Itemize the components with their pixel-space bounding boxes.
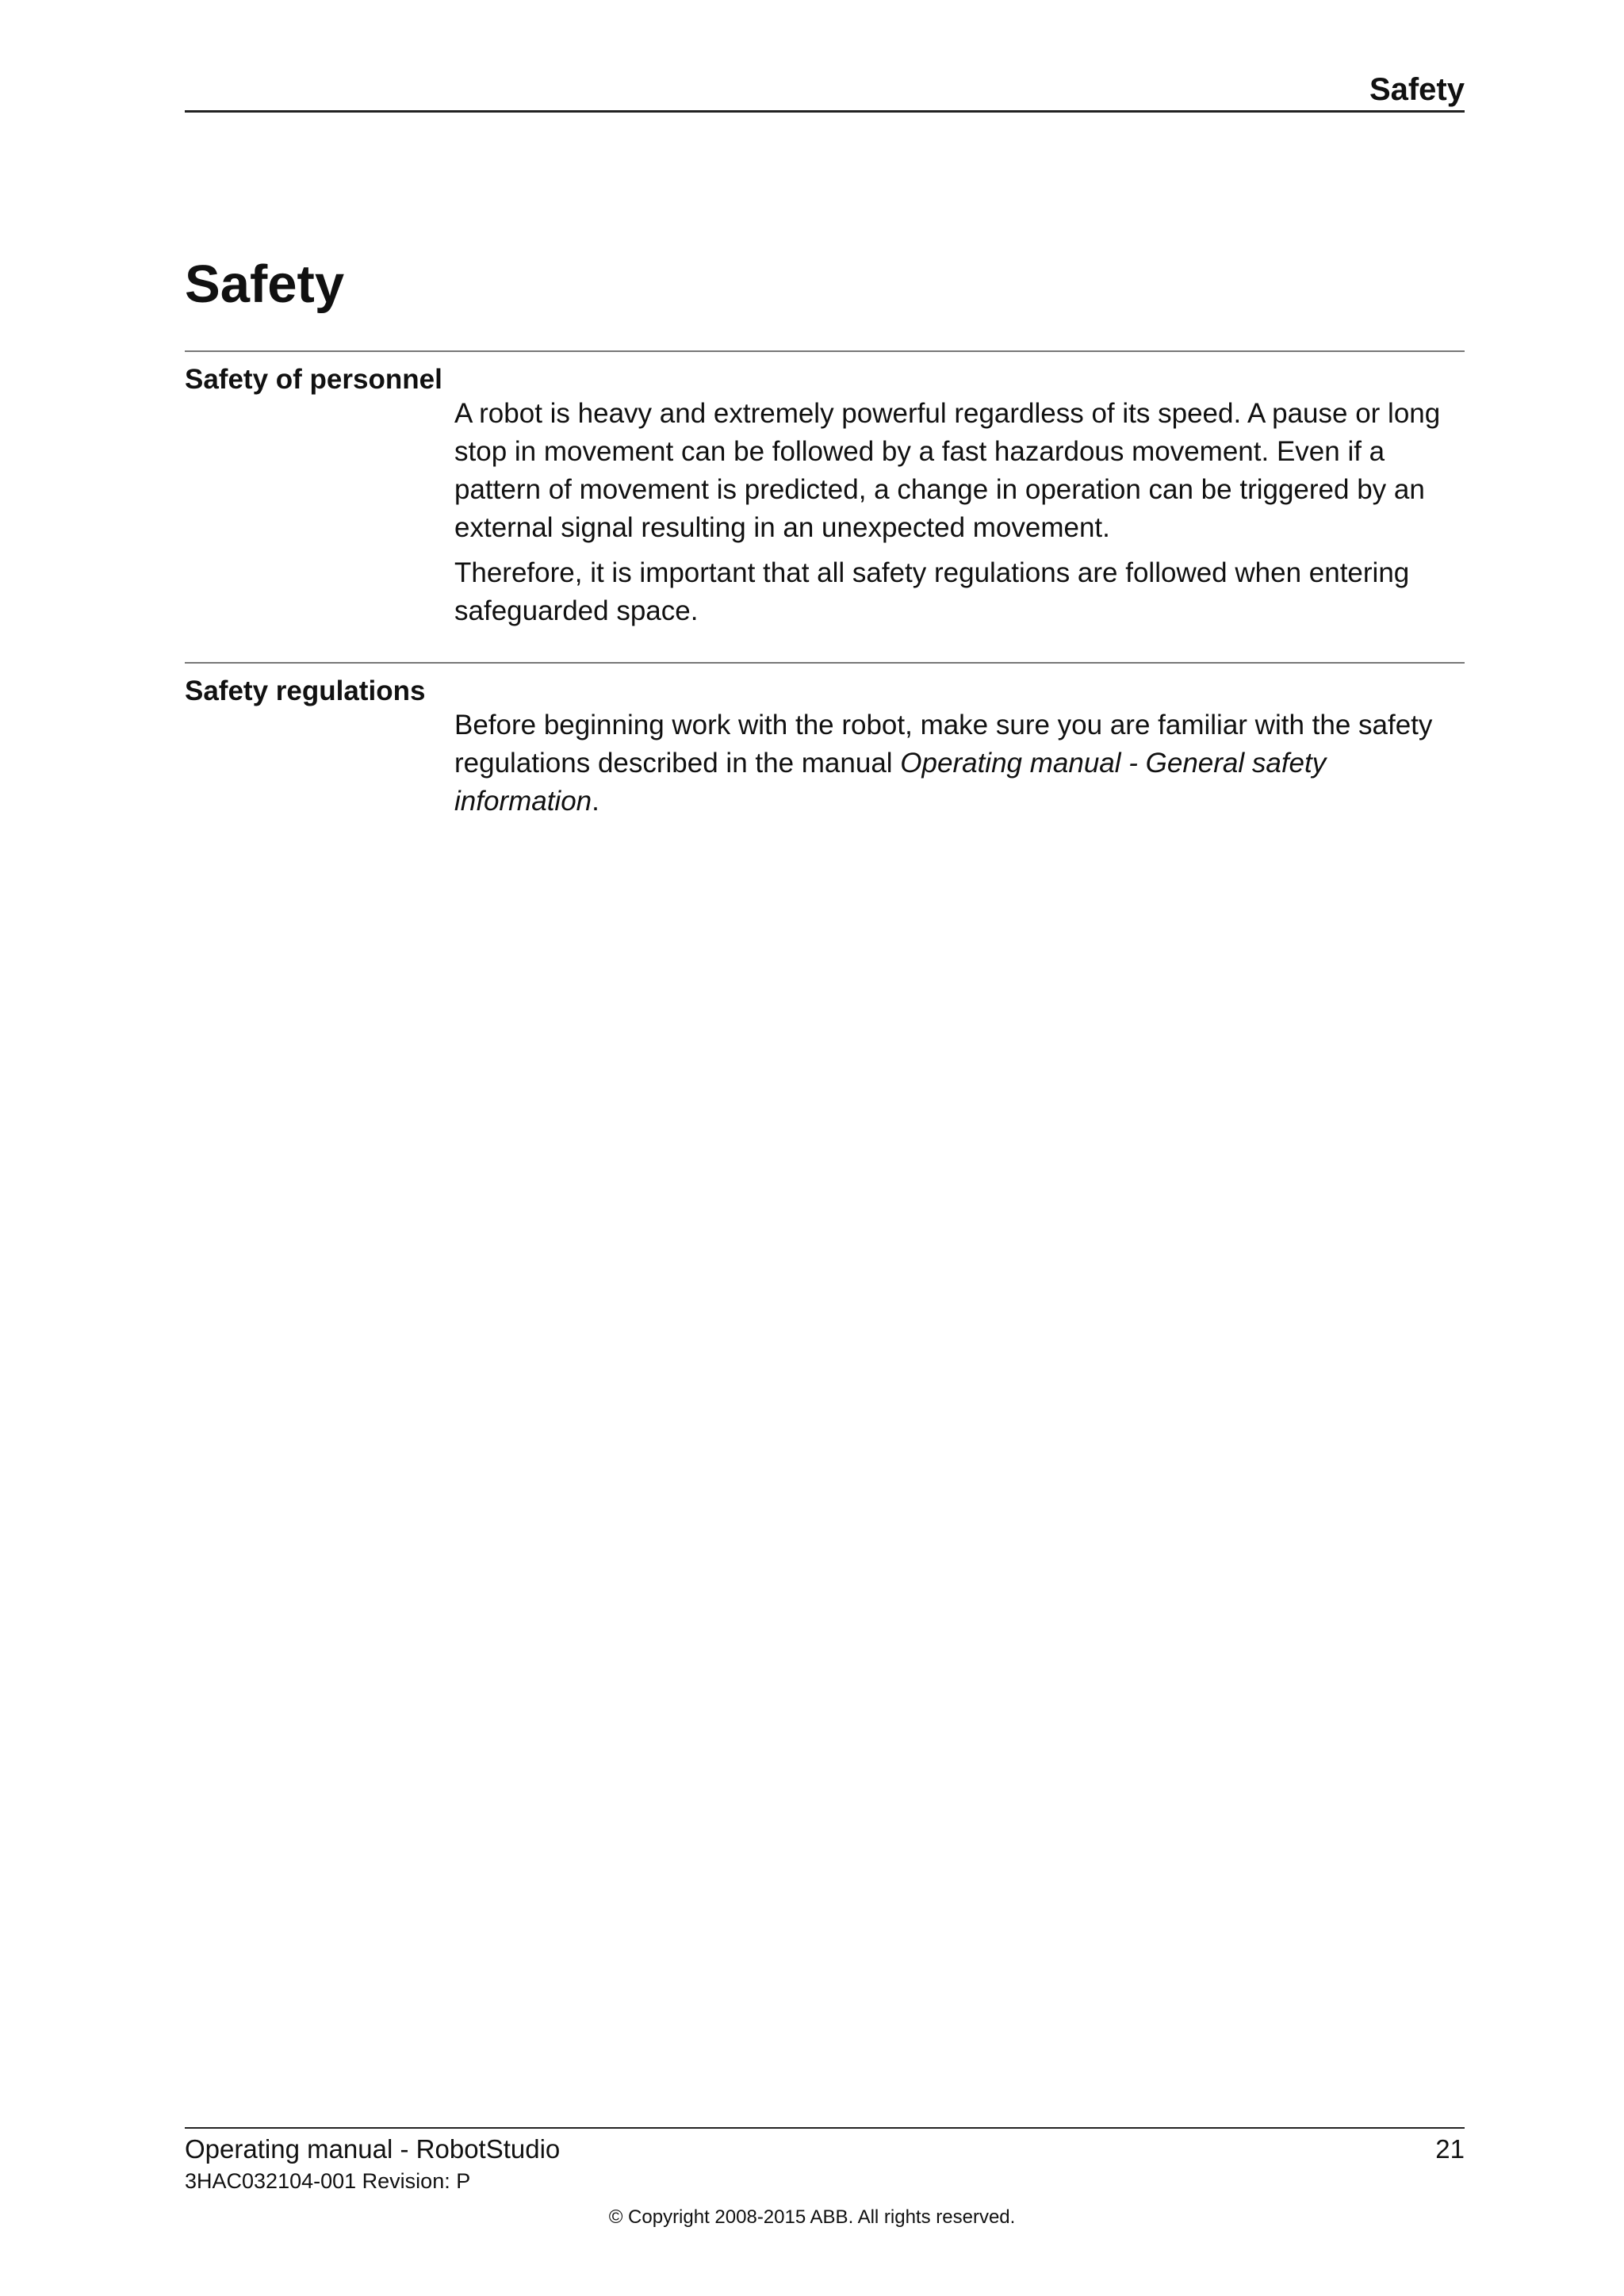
footer-document-id: 3HAC032104-001 Revision: P	[185, 2169, 471, 2193]
section-safety-of-personnel	[185, 350, 1465, 626]
section-safety-regulations	[185, 662, 1465, 817]
paragraph-text: .	[592, 786, 599, 817]
footer-manual-title: Operating manual - RobotStudio	[185, 2134, 561, 2164]
paragraph: A robot is heavy and extremely powerful regardless of its speed. A pause or long stop in movement can be followed by a fast hazardous movement. Even if a pattern of movement is predicted, a change in operation can be triggered by an external signal resulting in an unexpected movement.	[454, 398, 1441, 543]
manual-reference: Operating manual - General safety information	[454, 748, 1327, 817]
section-label: Safety regulations	[185, 675, 426, 706]
paragraph	[454, 706, 1465, 821]
section-label: Safety of personnel	[185, 364, 442, 395]
footer-copyright: © Copyright 2008-2015 ABB. All rights reserved.	[608, 2206, 1016, 2228]
section-body	[454, 706, 1465, 828]
paragraph-text: Before beginning work with the robot, make sure you are familiar with the safety regulations described in the manual	[454, 710, 1433, 779]
page-title: Safety	[185, 254, 345, 314]
footer-rule	[185, 2127, 1465, 2129]
section-body	[454, 395, 1465, 637]
footer-page-number: 21	[1435, 2134, 1465, 2164]
paragraph: Therefore, it is important that all safety regulations are followed when entering safeguarded space.	[454, 557, 1410, 626]
running-header-title: Safety	[1369, 72, 1465, 107]
running-header	[185, 65, 1465, 113]
